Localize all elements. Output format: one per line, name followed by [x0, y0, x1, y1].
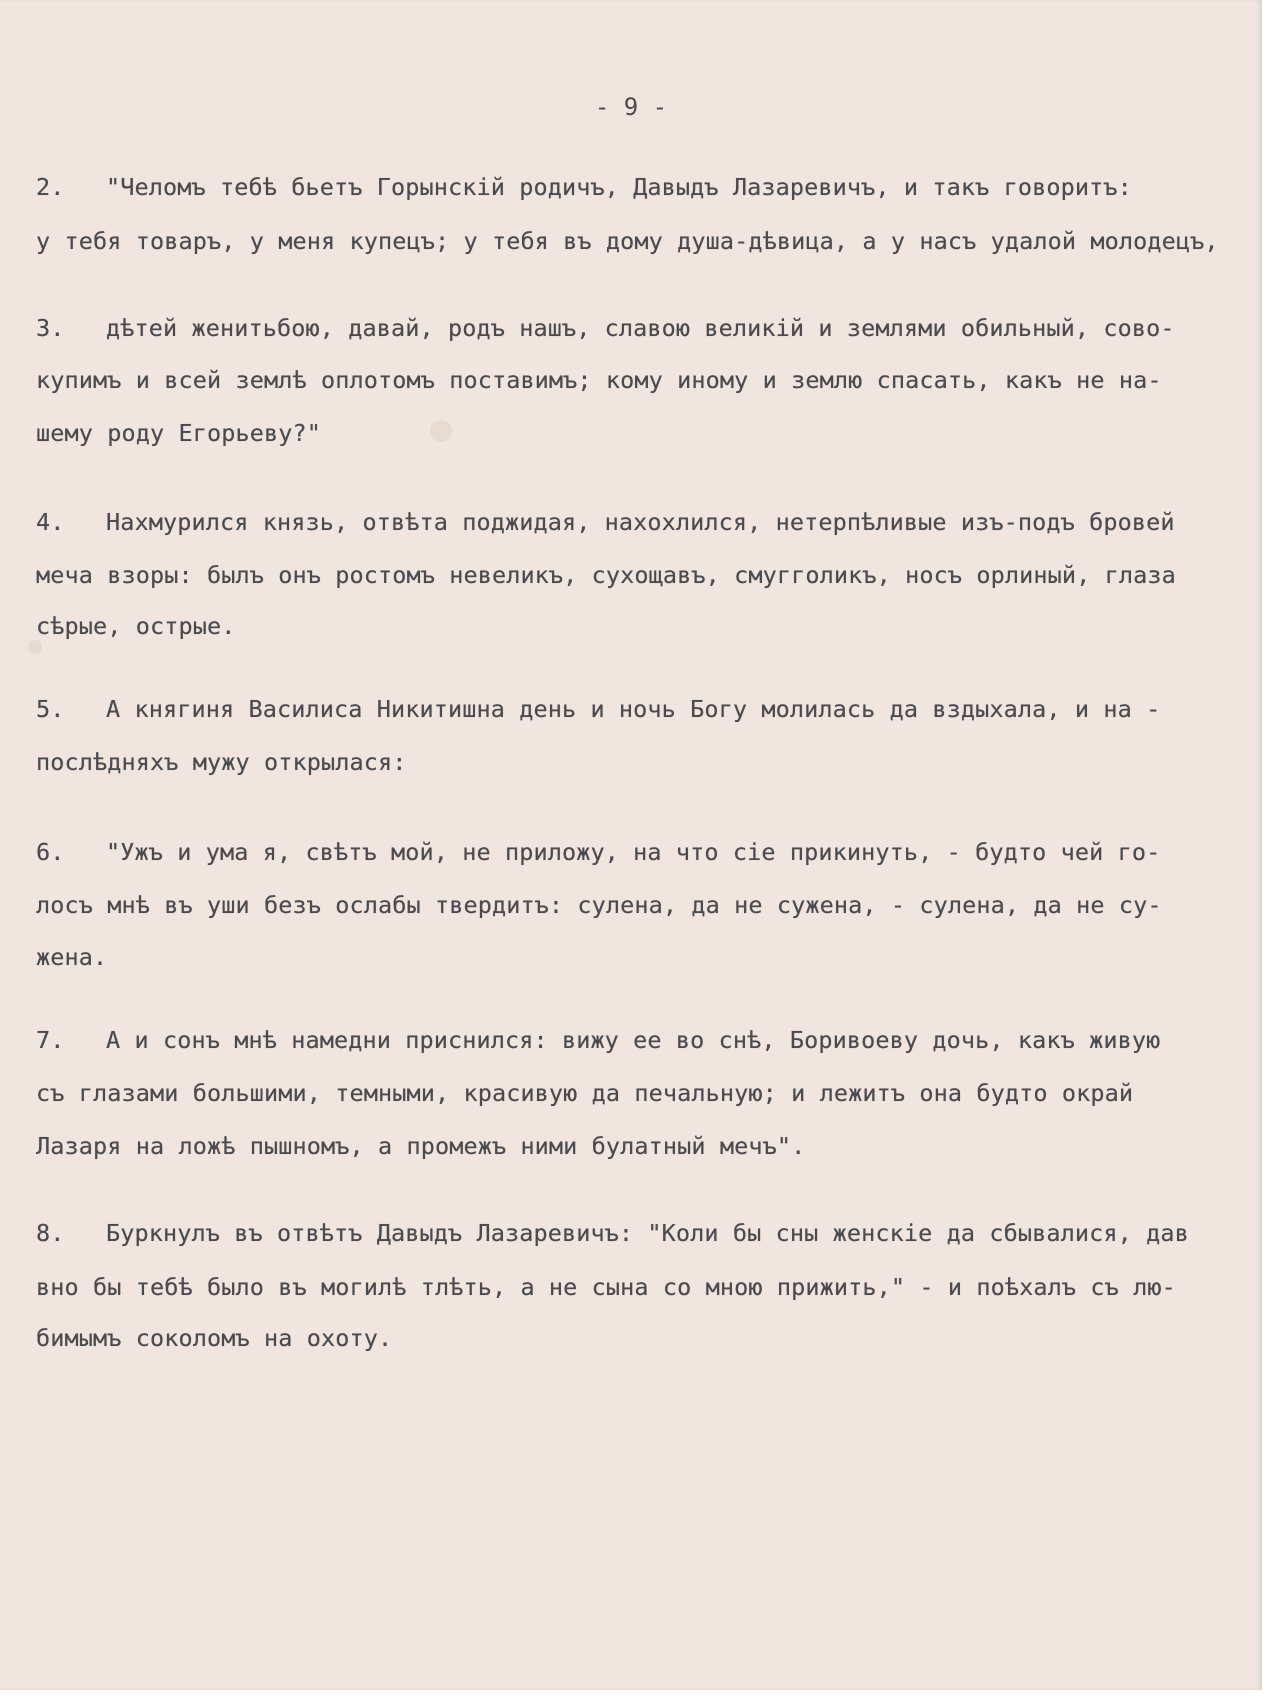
text-line	[36, 508, 1175, 536]
paragraph-number: 7.	[36, 1026, 65, 1054]
line-text: послѣдняхъ мужу открылася:	[36, 748, 407, 776]
paragraph-number: 5.	[36, 695, 65, 723]
line-text: сѣрые, острые.	[36, 612, 236, 640]
line-text: "Челомъ тебѣ бьетъ Горынскій родичъ, Давыдъ Лазаревичъ, и такъ говоритъ:	[106, 173, 1132, 201]
text-line	[36, 419, 321, 447]
paragraph-number: 4.	[36, 508, 65, 536]
line-text: жена.	[36, 943, 108, 971]
line-text: купимъ и всей землѣ оплотомъ поставимъ; кому иному и землю спасать, какъ не на-	[36, 366, 1162, 394]
text-line	[36, 314, 1175, 342]
text-line	[36, 943, 107, 971]
text-line	[36, 1079, 1133, 1107]
paper-stain	[28, 640, 42, 654]
text-line	[36, 1132, 805, 1160]
text-line	[36, 748, 406, 776]
text-line	[36, 695, 1160, 723]
line-text: съ глазами большими, темными, красивую да печальную; и лежитъ она будто окрай	[36, 1079, 1134, 1107]
text-line	[36, 1324, 392, 1352]
paragraph-number: 3.	[36, 314, 65, 342]
paragraph-number: 8.	[36, 1219, 65, 1247]
text-line	[36, 891, 1162, 919]
scan-margin	[1262, 0, 1274, 1696]
line-text: А княгиня Василиса Никитишна день и ночь Богу молилась да вздыхала, и на -	[106, 695, 1161, 723]
text-line	[36, 227, 1219, 255]
line-text: Лазаря на ложѣ пышномъ, а промежъ ними булатный мечъ".	[36, 1132, 806, 1160]
paper-stain	[430, 420, 452, 442]
paragraph-number: 6.	[36, 838, 65, 866]
text-line	[36, 612, 235, 640]
line-text: "Ужъ и ума я, свѣтъ мой, не приложу, на что сіе прикинуть, - будто чей го-	[106, 838, 1161, 866]
line-text: дѣтей женитьбою, давай, родъ нашъ, славою великій и землями обильный, сово-	[106, 314, 1175, 342]
text-line	[36, 366, 1162, 394]
text-line	[36, 1273, 1176, 1301]
text-line	[36, 1026, 1160, 1054]
line-text: меча взоры: былъ онъ ростомъ невеликъ, сухощавъ, смугголикъ, носъ орлиный, глаза	[36, 561, 1176, 589]
line-text: Буркнулъ въ отвѣтъ Давыдъ Лазаревичъ: "Коли бы сны женскіе да сбывалися, дав	[106, 1219, 1189, 1247]
text-line	[36, 838, 1160, 866]
line-text: лосъ мнѣ въ уши безъ ослабы твердитъ: сулена, да не сужена, - сулена, да не су-	[36, 891, 1162, 919]
text-line	[36, 1219, 1189, 1247]
line-text: шему роду Егорьеву?"	[36, 419, 321, 447]
line-text: А и сонъ мнѣ намедни приснился: вижу ее во снѣ, Боривоеву дочь, какъ живую	[106, 1026, 1161, 1054]
line-text: вно бы тебѣ было въ могилѣ тлѣть, а не сына со мною прижить," - и поѣхалъ съ лю-	[36, 1273, 1176, 1301]
line-text: Нахмурился князь, отвѣта поджидая, нахохлился, нетерпѣливые изъ-подъ бровей	[106, 508, 1175, 536]
text-line	[36, 561, 1176, 589]
paragraph-number: 2.	[36, 173, 65, 201]
page-number: - 9 -	[594, 93, 668, 121]
text-line	[36, 173, 1132, 201]
line-text: у тебя товаръ, у меня купецъ; у тебя въ дому душа-дѣвица, а у насъ удалой молодецъ,	[36, 227, 1219, 255]
line-text: бимымъ соколомъ на охоту.	[36, 1324, 393, 1352]
